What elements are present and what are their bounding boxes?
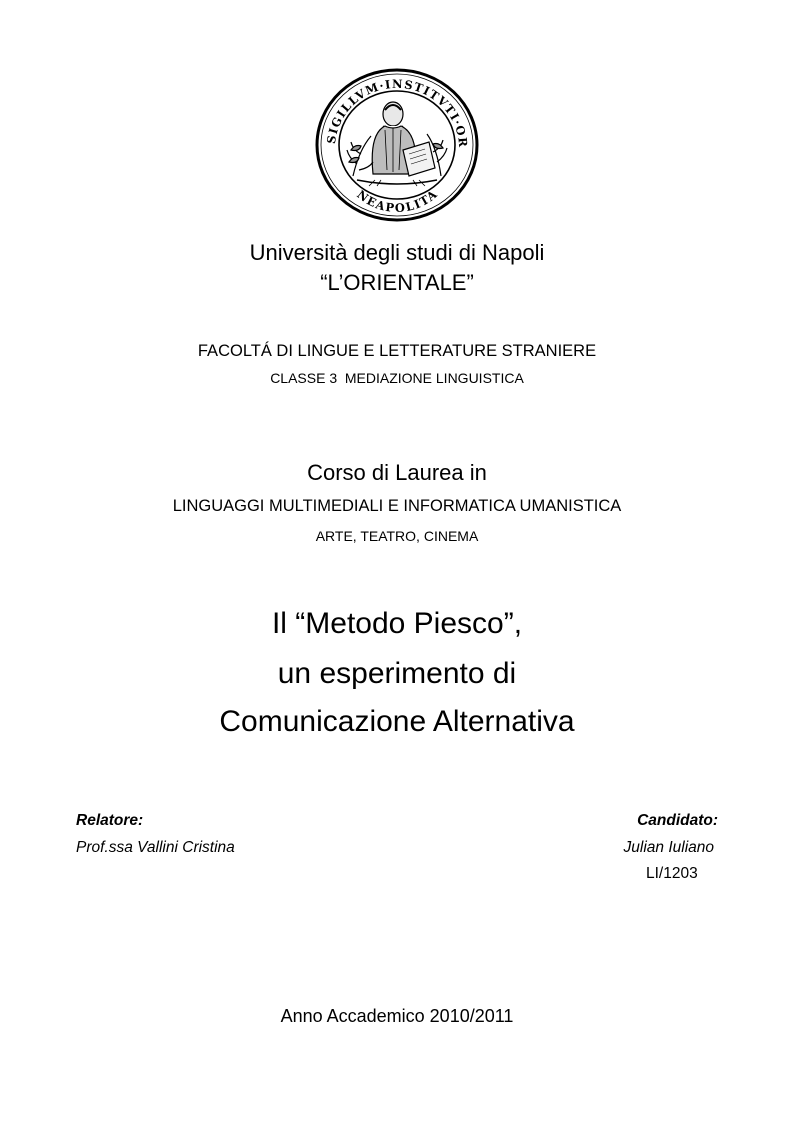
course-heading: Corso di Laurea in (307, 460, 487, 485)
relatore-label: Relatore: (76, 812, 144, 829)
candidato-name: Julian Iuliano (623, 839, 714, 856)
university-name: Università degli studi di Napoli (249, 240, 545, 265)
relatore-name: Prof.ssa Vallini Cristina (76, 839, 235, 856)
course-name: LINGUAGGI MULTIMEDIALI E INFORMATICA UMANISTICA (172, 497, 622, 515)
candidato-label: Candidato: (637, 812, 718, 829)
faculty-classe: CLASSE 3 MEDIAZIONE LINGUISTICA (270, 370, 524, 386)
university-seal-icon (313, 66, 481, 224)
faculty-name: FACOLTÁ DI LINGUE E LETTERATURE STRANIERE (197, 342, 597, 360)
candidato-matricola: LI/1203 (646, 865, 698, 882)
thesis-title-line-3: Comunicazione Alternativa (219, 705, 575, 738)
university-subtitle: “L’ORIENTALE” (320, 270, 474, 295)
academic-year: Anno Accademico 2010/2011 (280, 1006, 514, 1026)
seal-inscription-bottom: NEAPOLITA (354, 186, 441, 216)
course-curriculum: ARTE, TEATRO, CINEMA (315, 528, 479, 544)
thesis-title-line-2: un esperimento di (277, 657, 517, 690)
thesis-title-line-1: Il “Metodo Piesco”, (271, 607, 523, 640)
seal-inscription-top: SIGILLVM·INSTITVTI·OR (324, 76, 471, 149)
